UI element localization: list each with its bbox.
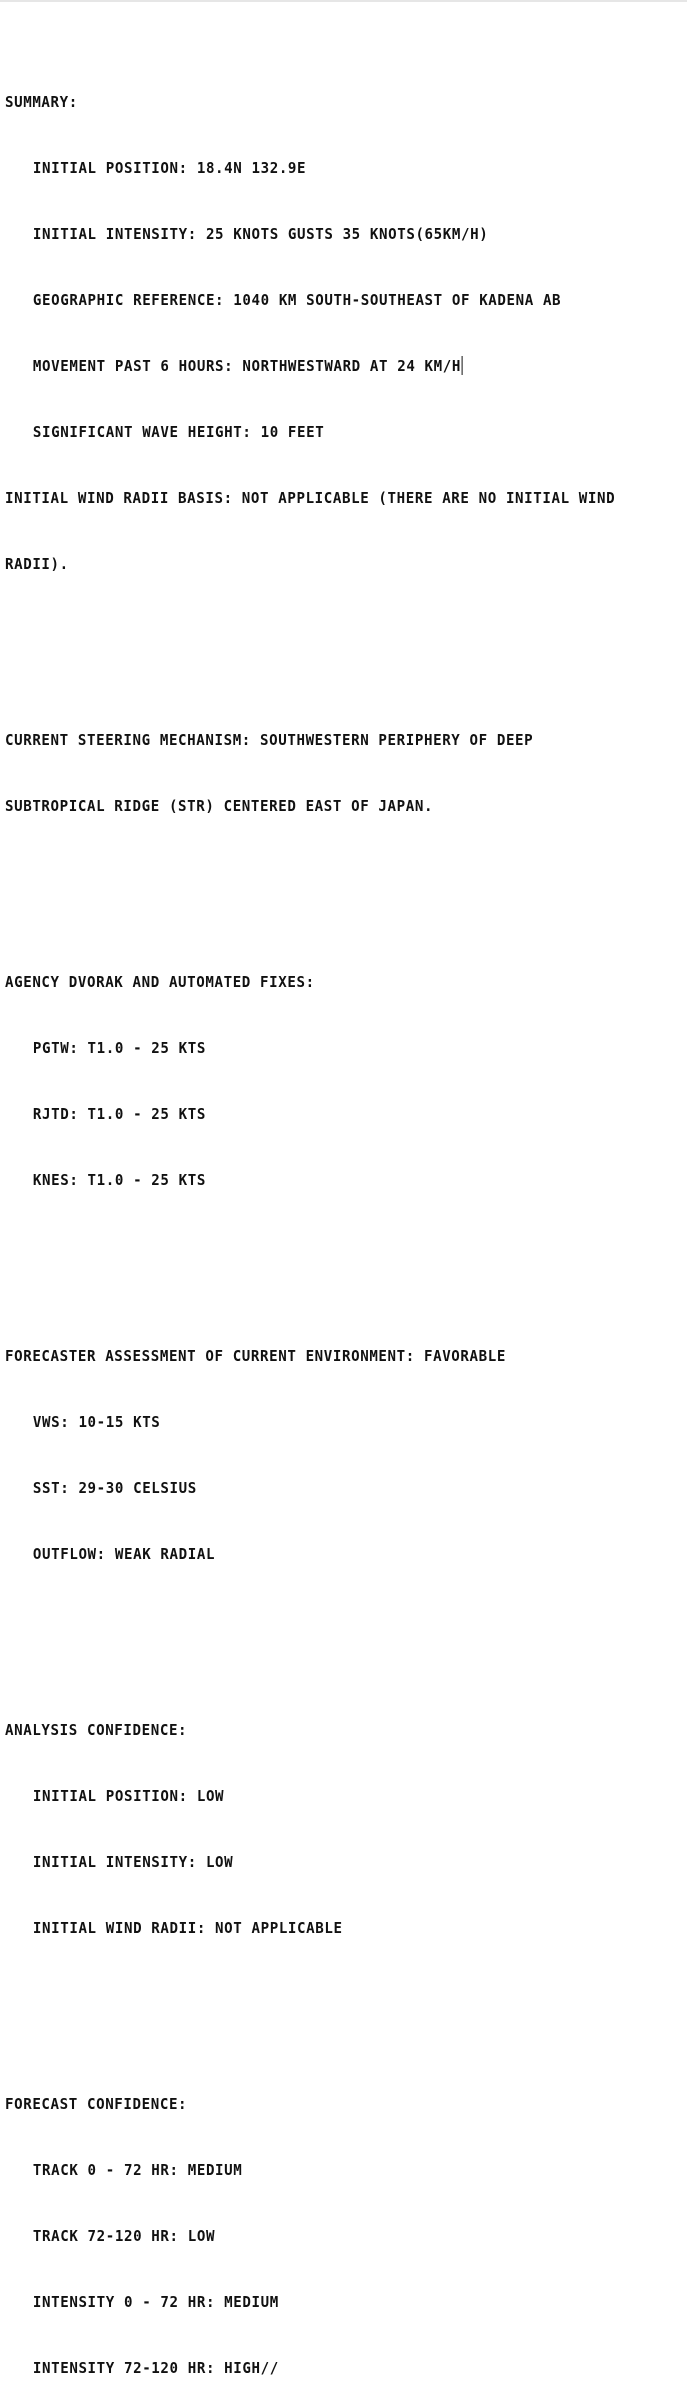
text-document[interactable] bbox=[5, 3, 615, 2401]
summary-initial-position: INITIAL POSITION: 18.4N 132.9E bbox=[32, 159, 307, 177]
summary-initial-intensity: INITIAL INTENSITY: 25 KNOTS GUSTS 35 KNOTS(65KM/H) bbox=[32, 225, 489, 243]
forecast-confidence-intensity-72-120: INTENSITY 72-120 HR: HIGH// bbox=[32, 2359, 279, 2377]
wind-radii-basis-line1: INITIAL WIND RADII BASIS: NOT APPLICABLE (THERE ARE NO INITIAL WIND bbox=[5, 489, 616, 507]
dvorak-heading: AGENCY DVORAK AND AUTOMATED FIXES: bbox=[5, 973, 315, 991]
dvorak-fix-pgtw: PGTW: T1.0 - 25 KTS bbox=[32, 1039, 206, 1057]
analysis-confidence-intensity: INITIAL INTENSITY: LOW bbox=[32, 1853, 234, 1871]
blank-line bbox=[5, 619, 615, 641]
summary-movement: MOVEMENT PAST 6 HOURS: NORTHWESTWARD AT 24 KM/H bbox=[32, 357, 461, 375]
steering-mechanism-line2: SUBTROPICAL RIDGE (STR) CENTERED EAST OF JAPAN. bbox=[5, 797, 434, 815]
summary-wave-height: SIGNIFICANT WAVE HEIGHT: 10 FEET bbox=[32, 423, 325, 441]
environment-heading: FORECASTER ASSESSMENT OF CURRENT ENVIRONMENT: FAVORABLE bbox=[5, 1347, 506, 1365]
blank-line bbox=[5, 1609, 615, 1631]
top-border bbox=[0, 0, 687, 2]
forecast-confidence-intensity-0-72: INTENSITY 0 - 72 HR: MEDIUM bbox=[32, 2293, 279, 2311]
steering-mechanism-line1: CURRENT STEERING MECHANISM: SOUTHWESTERN PERIPHERY OF DEEP bbox=[5, 731, 534, 749]
environment-vws: VWS: 10-15 KTS bbox=[32, 1413, 161, 1431]
environment-outflow: OUTFLOW: WEAK RADIAL bbox=[32, 1545, 216, 1563]
forecast-confidence-heading: FORECAST CONFIDENCE: bbox=[5, 2095, 188, 2113]
text-cursor bbox=[462, 356, 463, 375]
blank-line bbox=[5, 861, 615, 883]
blank-line bbox=[5, 1235, 615, 1257]
summary-geographic-reference: GEOGRAPHIC REFERENCE: 1040 KM SOUTH-SOUTHEAST OF KADENA AB bbox=[32, 291, 562, 309]
environment-sst: SST: 29-30 CELSIUS bbox=[32, 1479, 197, 1497]
dvorak-fix-knes: KNES: T1.0 - 25 KTS bbox=[32, 1171, 206, 1189]
analysis-confidence-heading: ANALYSIS CONFIDENCE: bbox=[5, 1721, 188, 1739]
summary-movement-line bbox=[5, 355, 615, 377]
blank-line bbox=[5, 1983, 615, 2005]
wind-radii-basis-line2: RADII). bbox=[5, 555, 69, 573]
summary-heading: SUMMARY: bbox=[5, 93, 78, 111]
analysis-confidence-position: INITIAL POSITION: LOW bbox=[32, 1787, 225, 1805]
analysis-confidence-wind-radii: INITIAL WIND RADII: NOT APPLICABLE bbox=[32, 1919, 343, 1937]
dvorak-fix-rjtd: RJTD: T1.0 - 25 KTS bbox=[32, 1105, 206, 1123]
forecast-confidence-track-0-72: TRACK 0 - 72 HR: MEDIUM bbox=[32, 2161, 243, 2179]
forecast-confidence-track-72-120: TRACK 72-120 HR: LOW bbox=[32, 2227, 216, 2245]
